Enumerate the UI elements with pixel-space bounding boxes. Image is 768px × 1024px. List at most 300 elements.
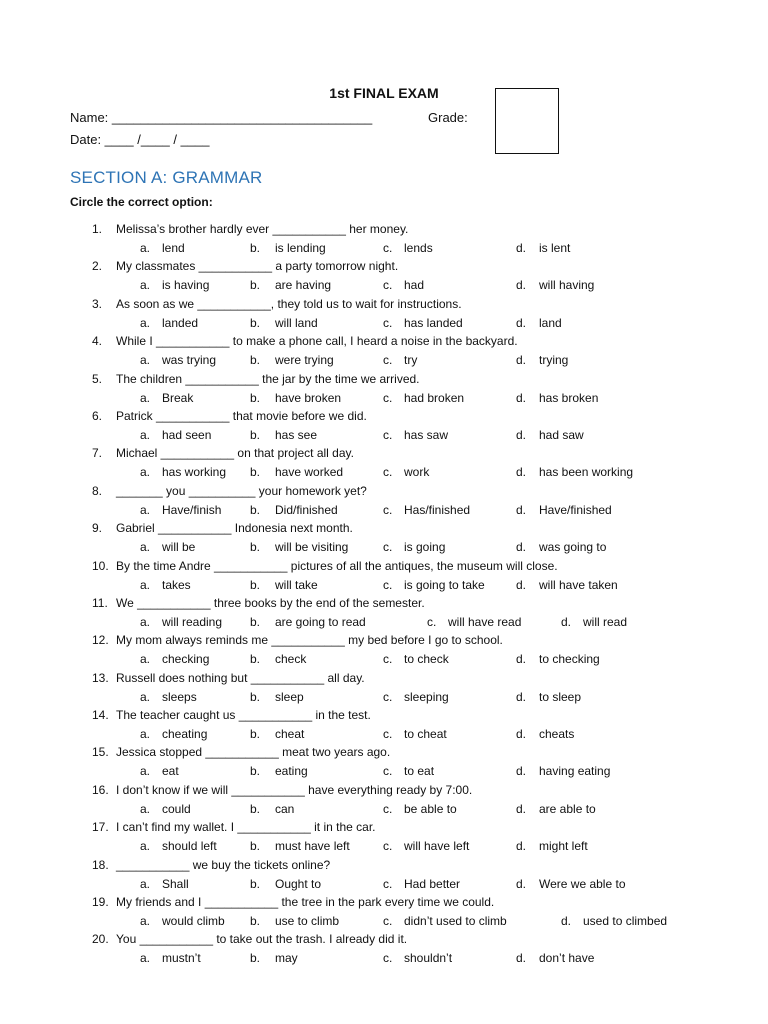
option-letter: c. <box>383 278 393 293</box>
answer-option[interactable] <box>383 877 460 891</box>
option-letter: c. <box>383 315 393 330</box>
question-number: 19. <box>92 895 109 910</box>
question-stem <box>92 559 558 573</box>
option-letter: b. <box>250 577 261 592</box>
answer-option[interactable] <box>516 428 584 442</box>
question-number: 20. <box>92 932 109 947</box>
option-letter: a. <box>140 241 151 255</box>
answer-option[interactable] <box>383 428 448 442</box>
option-text: to cheat <box>404 727 447 742</box>
answer-option[interactable] <box>140 727 207 741</box>
question-stem <box>92 820 376 834</box>
answer-option[interactable] <box>140 465 226 479</box>
option-text: will having <box>539 278 595 293</box>
answer-option[interactable] <box>383 914 507 928</box>
question-item <box>0 932 768 969</box>
option-text: had broken <box>404 390 465 405</box>
question-item <box>0 521 768 558</box>
option-letter: a. <box>140 727 151 742</box>
option-text: Shall <box>162 876 189 891</box>
question-stem <box>92 932 407 946</box>
answer-option[interactable] <box>383 241 433 255</box>
question-stem <box>92 596 425 610</box>
option-letter: d. <box>516 876 527 891</box>
question-number: 15. <box>92 745 109 760</box>
answer-option[interactable] <box>140 764 179 778</box>
option-text: are going to read <box>275 614 366 629</box>
question-number: 8. <box>92 483 103 498</box>
option-text: to sleep <box>539 689 582 704</box>
option-text: checking <box>162 652 210 667</box>
question-text: While I ___________ to make a phone call, I heard a noise in the backyard. <box>116 334 518 349</box>
option-letter: d. <box>561 914 572 929</box>
answer-option[interactable] <box>516 241 570 255</box>
option-letter: a. <box>140 278 151 293</box>
option-letter: d. <box>516 315 527 330</box>
answer-option[interactable] <box>250 727 304 741</box>
option-text: must have left <box>275 839 350 854</box>
question-item <box>0 633 768 670</box>
question-item <box>0 671 768 708</box>
option-text: will have taken <box>539 577 618 592</box>
answer-option[interactable] <box>561 914 667 928</box>
answer-option[interactable] <box>250 241 326 255</box>
option-text: will reading <box>162 614 223 629</box>
option-letter: a. <box>140 353 151 368</box>
answer-option[interactable] <box>516 540 606 554</box>
answer-option[interactable] <box>383 540 445 554</box>
option-letter: a. <box>140 390 151 405</box>
answer-option[interactable] <box>250 278 331 292</box>
answer-option[interactable] <box>140 316 198 330</box>
option-text: has landed <box>404 315 463 330</box>
question-text: We ___________ three books by the end of the semester. <box>116 595 425 610</box>
option-letter: b. <box>250 689 261 704</box>
answer-option[interactable] <box>383 316 463 330</box>
option-text: might left <box>539 839 588 854</box>
option-letter: b. <box>250 427 261 442</box>
option-text: work <box>404 465 430 480</box>
answer-option[interactable] <box>516 652 600 666</box>
option-letter: c. <box>383 764 393 779</box>
option-text: try <box>404 353 418 368</box>
answer-option[interactable] <box>383 764 434 778</box>
option-text: to check <box>404 652 449 667</box>
question-item <box>0 858 768 895</box>
question-number: 12. <box>92 633 109 648</box>
question-number: 14. <box>92 708 109 723</box>
answer-option[interactable] <box>250 690 304 704</box>
option-text: is going <box>404 540 446 555</box>
option-letter: b. <box>250 914 261 929</box>
answer-option[interactable] <box>250 877 321 891</box>
option-letter: b. <box>250 652 261 667</box>
question-item <box>0 708 768 745</box>
option-letter: d. <box>516 951 527 966</box>
answer-option[interactable] <box>140 652 209 666</box>
answer-option[interactable] <box>250 428 317 442</box>
option-text: check <box>275 652 307 667</box>
question-text: Gabriel ___________ Indonesia next month. <box>116 521 353 536</box>
answer-option[interactable] <box>516 465 633 479</box>
option-letter: c. <box>383 427 393 442</box>
option-text: can <box>275 801 295 816</box>
answer-option[interactable] <box>250 578 318 592</box>
answer-option[interactable] <box>250 540 348 554</box>
option-letter: b. <box>250 614 261 629</box>
option-text: be able to <box>404 801 457 816</box>
option-text: would climb <box>162 914 225 929</box>
option-text: Has/finished <box>404 502 471 517</box>
answer-option[interactable] <box>561 615 627 629</box>
answer-option[interactable] <box>383 353 417 367</box>
question-list <box>0 222 768 970</box>
question-text: My classmates ___________ a party tomorrow night. <box>116 259 399 274</box>
question-text: Russell does nothing but ___________ all day. <box>116 670 365 685</box>
answer-option[interactable] <box>250 353 334 367</box>
answer-option[interactable] <box>140 839 217 853</box>
question-text: My mom always reminds me ___________ my bed before I go to school. <box>116 633 503 648</box>
option-text: was trying <box>162 353 217 368</box>
answer-option[interactable] <box>516 353 568 367</box>
option-text: had <box>404 278 425 293</box>
instruction: Circle the correct option: <box>70 195 213 209</box>
option-letter: a. <box>140 614 151 629</box>
question-stem <box>92 858 330 872</box>
answer-option[interactable] <box>140 278 209 292</box>
question-text: I don’t know if we will ___________ have everything ready by 7:00. <box>116 782 473 797</box>
answer-option[interactable] <box>250 951 298 965</box>
answer-option[interactable] <box>383 839 469 853</box>
question-number: 17. <box>92 820 109 835</box>
question-stem <box>92 708 371 722</box>
question-stem <box>92 222 408 236</box>
answer-option[interactable] <box>250 391 341 405</box>
option-letter: a. <box>140 540 151 555</box>
option-letter: d. <box>516 241 527 255</box>
option-letter: b. <box>250 278 261 293</box>
question-number: 10. <box>92 558 109 573</box>
option-letter: b. <box>250 951 261 966</box>
option-letter: c. <box>383 465 393 480</box>
option-letter: d. <box>516 801 527 816</box>
option-text: will take <box>275 577 318 592</box>
option-text: could <box>162 801 191 816</box>
option-letter: d. <box>516 689 527 704</box>
option-text: shouldn’t <box>404 951 453 966</box>
answer-option[interactable] <box>383 802 457 816</box>
option-letter: a. <box>140 839 151 854</box>
option-letter: c. <box>383 390 393 405</box>
option-text: trying <box>539 353 569 368</box>
answer-option[interactable] <box>250 914 339 928</box>
option-letter: b. <box>250 315 261 330</box>
question-number: 7. <box>92 446 103 461</box>
answer-option[interactable] <box>516 727 574 741</box>
answer-option[interactable] <box>250 316 318 330</box>
option-text: to checking <box>539 652 600 667</box>
answer-option[interactable] <box>516 391 598 405</box>
answer-option[interactable] <box>383 578 485 592</box>
option-letter: d. <box>516 278 527 293</box>
option-text: is having <box>162 278 210 293</box>
option-letter: c. <box>383 914 393 929</box>
question-text: As soon as we ___________, they told us to wait for instructions. <box>116 296 462 311</box>
option-letter: a. <box>140 427 151 442</box>
question-number: 3. <box>92 296 103 311</box>
option-text: Were we able to <box>539 876 626 891</box>
option-text: eating <box>275 764 308 779</box>
answer-option[interactable] <box>516 877 626 891</box>
answer-option[interactable] <box>250 652 306 666</box>
option-letter: c. <box>383 353 393 368</box>
option-letter: a. <box>140 951 151 966</box>
question-stem <box>92 259 398 273</box>
question-item <box>0 409 768 446</box>
answer-option[interactable] <box>250 615 366 629</box>
option-text: Have/finished <box>539 502 612 517</box>
option-text: Did/finished <box>275 502 338 517</box>
option-letter: b. <box>250 801 261 816</box>
answer-option[interactable] <box>383 465 429 479</box>
option-text: were trying <box>275 353 334 368</box>
answer-option[interactable] <box>250 802 294 816</box>
answer-option[interactable] <box>140 540 195 554</box>
option-text: Break <box>162 390 194 405</box>
option-text: has been working <box>539 465 634 480</box>
option-letter: a. <box>140 876 151 891</box>
answer-option[interactable] <box>250 839 350 853</box>
answer-option[interactable] <box>140 877 189 891</box>
option-letter: b. <box>250 764 261 779</box>
question-stem <box>92 409 367 423</box>
name-line: Name: ____________________________________ <box>70 110 373 125</box>
option-letter: b. <box>250 390 261 405</box>
option-letter: a. <box>140 652 151 667</box>
option-text: had saw <box>539 427 584 442</box>
answer-option[interactable] <box>140 503 221 517</box>
option-text: to eat <box>404 764 435 779</box>
option-letter: b. <box>250 241 261 255</box>
question-number: 13. <box>92 670 109 685</box>
option-letter: b. <box>250 839 261 854</box>
option-text: will read <box>583 614 628 629</box>
option-letter: c. <box>383 801 393 816</box>
option-letter: a. <box>140 577 151 592</box>
answer-option[interactable] <box>516 764 610 778</box>
question-stem <box>92 783 472 797</box>
answer-option[interactable] <box>140 914 225 928</box>
question-text: The children ___________ the jar by the time we arrived. <box>116 371 420 386</box>
question-item <box>0 745 768 782</box>
option-text: is lending <box>275 241 326 255</box>
question-text: My friends and I ___________ the tree in the park every time we could. <box>116 895 495 910</box>
option-text: should left <box>162 839 217 854</box>
option-letter: a. <box>140 465 151 480</box>
answer-option[interactable] <box>250 764 308 778</box>
question-text: Michael ___________ on that project all day. <box>116 446 354 461</box>
option-letter: b. <box>250 502 261 517</box>
option-text: is going to take <box>404 577 485 592</box>
option-letter: a. <box>140 764 151 779</box>
option-text: Have/finish <box>162 502 222 517</box>
option-text: used to climbed <box>583 914 668 929</box>
question-item <box>0 559 768 596</box>
option-text: are able to <box>539 801 596 816</box>
question-text: ___________ we buy the tickets online? <box>116 857 331 872</box>
answer-option[interactable] <box>516 503 612 517</box>
option-text: landed <box>162 315 199 330</box>
option-letter: d. <box>516 502 527 517</box>
question-number: 11. <box>92 595 108 610</box>
option-text: lend <box>162 241 185 255</box>
option-letter: d. <box>516 427 527 442</box>
answer-option[interactable] <box>516 690 581 704</box>
answer-option[interactable] <box>383 951 452 965</box>
answer-option[interactable] <box>383 278 424 292</box>
answer-option[interactable] <box>516 578 618 592</box>
option-letter: c. <box>383 540 393 555</box>
question-number: 18. <box>92 857 109 872</box>
question-stem <box>92 521 353 535</box>
option-text: will have left <box>404 839 470 854</box>
question-item <box>0 484 768 521</box>
answer-option[interactable] <box>140 241 185 255</box>
option-letter: d. <box>516 390 527 405</box>
answer-option[interactable] <box>516 802 596 816</box>
option-text: cheating <box>162 727 208 742</box>
option-text: will be <box>162 540 196 555</box>
option-letter: b. <box>250 540 261 555</box>
answer-option[interactable] <box>383 391 464 405</box>
answer-option[interactable] <box>140 578 191 592</box>
question-number: 4. <box>92 334 103 349</box>
option-text: sleeps <box>162 689 197 704</box>
answer-option[interactable] <box>250 503 338 517</box>
option-text: land <box>539 315 562 330</box>
option-text: mustn’t <box>162 951 201 966</box>
option-text: had seen <box>162 427 212 442</box>
question-stem <box>92 895 494 909</box>
option-text: will be visiting <box>275 540 349 555</box>
option-text: will have read <box>448 614 522 629</box>
question-item <box>0 820 768 857</box>
answer-option[interactable] <box>516 951 594 965</box>
question-item <box>0 596 768 633</box>
date-line: Date: ____ /____ / ____ <box>70 132 210 147</box>
answer-option[interactable] <box>383 690 449 704</box>
question-stem <box>92 484 367 498</box>
option-text: eat <box>162 764 179 779</box>
question-number: 16. <box>92 782 109 797</box>
question-text: You ___________ to take out the trash. I already did it. <box>116 932 408 947</box>
option-letter: d. <box>516 764 527 779</box>
option-text: has broken <box>539 390 599 405</box>
option-letter: b. <box>250 353 261 368</box>
option-letter: d. <box>516 727 527 742</box>
question-stem <box>92 633 503 647</box>
answer-option[interactable] <box>140 690 197 704</box>
option-letter: a. <box>140 914 151 929</box>
question-item <box>0 446 768 483</box>
question-text: Patrick ___________ that movie before we did. <box>116 408 367 423</box>
question-text: Melissa’s brother hardly ever ___________ her money. <box>116 222 409 236</box>
answer-option[interactable] <box>140 951 201 965</box>
question-number: 6. <box>92 408 103 423</box>
question-item <box>0 222 768 259</box>
question-text: I can’t find my wallet. I ___________ it in the car. <box>116 820 376 835</box>
answer-option[interactable] <box>383 652 449 666</box>
option-text: has working <box>162 465 227 480</box>
question-item <box>0 372 768 409</box>
option-text: may <box>275 951 298 966</box>
option-text: don’t have <box>539 951 595 966</box>
option-text: use to climb <box>275 914 340 929</box>
answer-option[interactable] <box>140 391 193 405</box>
answer-option[interactable] <box>383 503 470 517</box>
answer-option[interactable] <box>516 316 562 330</box>
grade-label: Grade: <box>428 110 468 125</box>
option-letter: c. <box>383 241 393 255</box>
answer-option[interactable] <box>516 839 588 853</box>
option-letter: d. <box>516 353 527 368</box>
question-number: 9. <box>92 521 103 536</box>
answer-option[interactable] <box>140 802 191 816</box>
option-letter: b. <box>250 465 261 480</box>
option-letter: b. <box>250 876 261 891</box>
option-letter: a. <box>140 689 151 704</box>
answer-option[interactable] <box>140 615 222 629</box>
answer-option[interactable] <box>140 353 216 367</box>
option-text: is lent <box>539 241 571 255</box>
question-text: _______ you __________ your homework yet? <box>116 483 367 498</box>
option-text: have worked <box>275 465 344 480</box>
question-stem <box>92 297 462 311</box>
answer-option[interactable] <box>383 727 447 741</box>
question-item <box>0 334 768 371</box>
option-text: having eating <box>539 764 611 779</box>
question-item <box>0 783 768 820</box>
option-text: are having <box>275 278 332 293</box>
option-text: Ought to <box>275 876 322 891</box>
answer-option[interactable] <box>250 465 343 479</box>
question-item <box>0 895 768 932</box>
option-text: lends <box>404 241 433 255</box>
question-number: 5. <box>92 371 103 386</box>
question-stem <box>92 372 420 386</box>
question-stem <box>92 446 354 460</box>
option-text: takes <box>162 577 191 592</box>
question-text: Jessica stopped ___________ meat two years ago. <box>116 745 391 760</box>
option-letter: d. <box>516 839 527 854</box>
option-text: has see <box>275 427 318 442</box>
option-letter: c. <box>383 876 393 891</box>
question-number: 1. <box>92 222 103 236</box>
option-letter: a. <box>140 502 151 517</box>
option-letter: d. <box>516 577 527 592</box>
question-text: The teacher caught us ___________ in the test. <box>116 708 371 723</box>
option-letter: d. <box>516 465 527 480</box>
option-text: cheat <box>275 727 305 742</box>
option-text: sleeping <box>404 689 449 704</box>
question-item <box>0 297 768 334</box>
answer-option[interactable] <box>427 615 521 629</box>
answer-option[interactable] <box>140 428 211 442</box>
option-letter: d. <box>516 540 527 555</box>
option-letter: d. <box>561 614 572 629</box>
option-text: will land <box>275 315 318 330</box>
answer-option[interactable] <box>516 278 594 292</box>
